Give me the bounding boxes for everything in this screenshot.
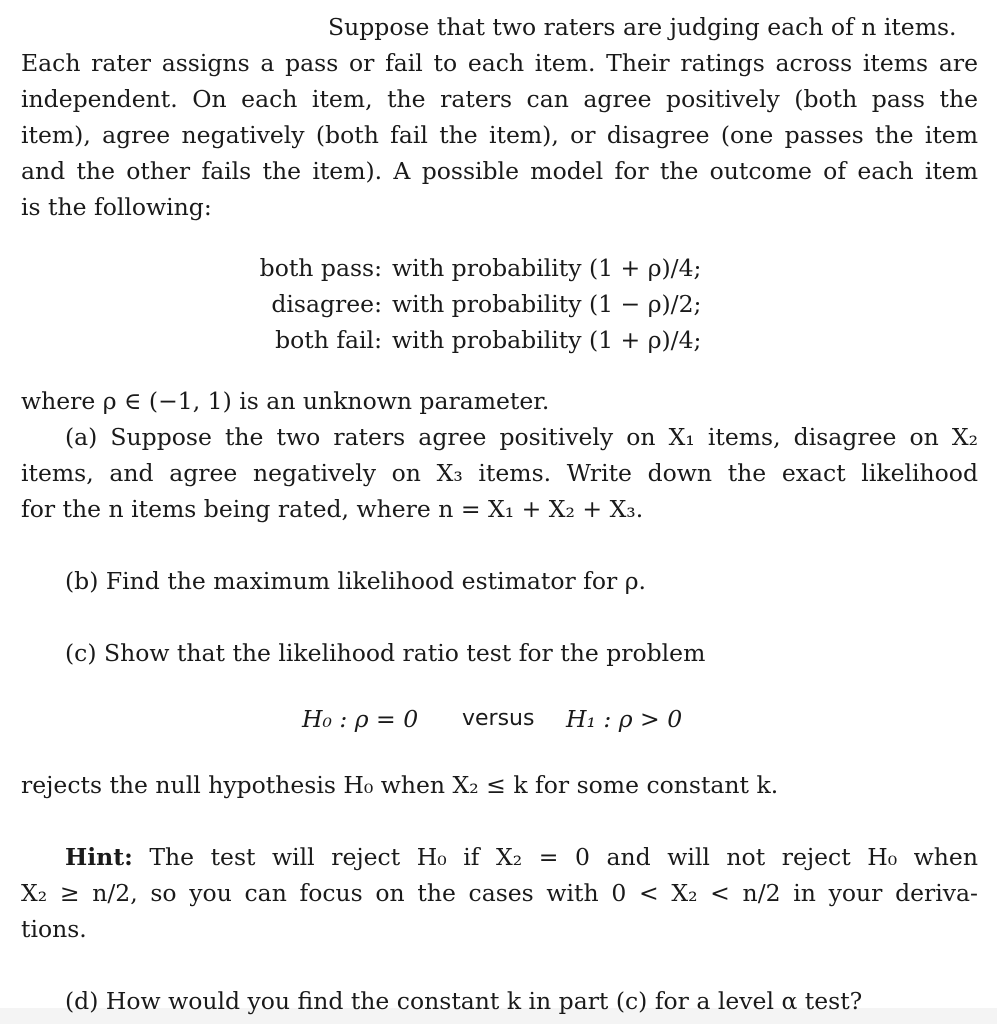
- model-label-both-fail: both fail:: [275, 326, 382, 354]
- hint-line-1: [21, 842, 978, 872]
- model-value-disagree: with probability (1 − ρ)/2;: [392, 290, 702, 318]
- part-a-line-1: (a) Suppose the two raters agree positively on X₁ items, disagree on X₂: [65, 423, 978, 451]
- part-a-line-3: for the n items being rated, where n = X₁ + X₂ + X₃.: [21, 495, 644, 523]
- model-value-both-fail: with probability (1 + ρ)/4;: [392, 326, 702, 354]
- hint-text-1: The test will reject H₀ if X₂ = 0 and will not reject H₀ when: [149, 843, 978, 871]
- hint-line-3: tions.: [21, 915, 87, 943]
- hint-line-2: X₂ ≥ n/2, so you can focus on the cases with 0 < X₂ < n/2 in your deriva-: [21, 879, 978, 907]
- part-a-line-2: items, and agree negatively on X₃ items. Write down the exact likelihood: [21, 459, 978, 487]
- intro-line-6: is the following:: [21, 193, 212, 221]
- where-line: where ρ ∈ (−1, 1) is an unknown parameter.: [21, 387, 550, 415]
- model-label-disagree: disagree:: [271, 290, 382, 318]
- intro-line-2: Each rater assigns a pass or fail to each item. Their ratings across items are: [21, 49, 978, 77]
- versus-label: versus: [462, 706, 535, 731]
- null-hypothesis: H₀ : ρ = 0: [302, 705, 419, 733]
- alternative-hypothesis: H₁ : ρ > 0: [566, 705, 683, 733]
- part-c-intro: (c) Show that the likelihood ratio test for the problem: [65, 639, 706, 667]
- intro-line-1: Suppose that two raters are judging each of n items.: [328, 13, 957, 41]
- model-value-both-pass: with probability (1 + ρ)/4;: [392, 254, 702, 282]
- hint-label: Hint:: [65, 843, 133, 871]
- model-label-both-pass: both pass:: [259, 254, 382, 282]
- intro-line-3: independent. On each item, the raters can agree positively (both pass the: [21, 85, 978, 113]
- part-b: (b) Find the maximum likelihood estimator for ρ.: [65, 567, 647, 595]
- part-d: (d) How would you find the constant k in part (c) for a level α test?: [65, 987, 863, 1015]
- intro-line-4: item), agree negatively (both fail the item), or disagree (one passes the item: [21, 121, 978, 149]
- part-c-reject: rejects the null hypothesis H₀ when X₂ ≤ k for some constant k.: [21, 771, 779, 799]
- intro-line-5: and the other fails the item). A possible model for the outcome of each item: [21, 157, 978, 185]
